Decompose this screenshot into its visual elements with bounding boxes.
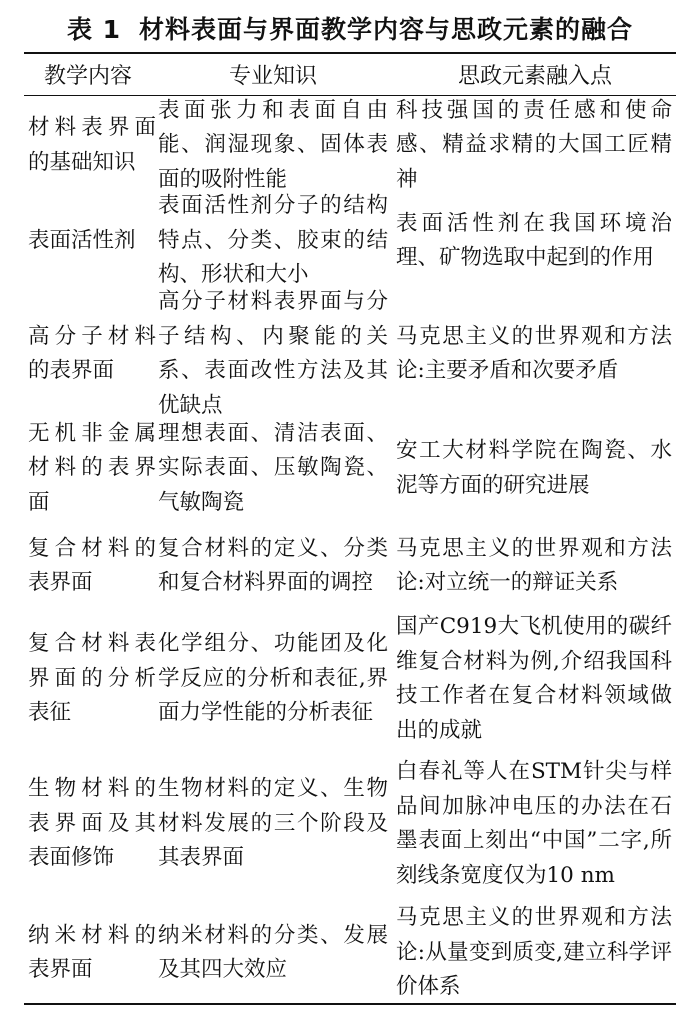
cell-content: 无机非金属材料的表界面 — [28, 420, 156, 515]
cell-ideology: 表面活性剂在我国环境治理、矿物选取中起到的作用 — [396, 210, 672, 270]
table-row — [24, 193, 676, 289]
table-row — [24, 419, 676, 518]
cell-knowledge: 理想表面、清洁表面、实际表面、压敏陶瓷、气敏陶瓷 — [158, 420, 388, 515]
cell-knowledge: 纳米材料的分类、发展及其四大效应 — [158, 922, 388, 982]
table-bottom-rule — [24, 1003, 676, 1005]
cell-knowledge: 高分子材料表界面与分子结构、内聚能的关系、表面改性方法及其优缺点 — [158, 289, 388, 418]
cell-ideology: 科技强国的责任感和使命感、精益求精的大国工匠精神 — [396, 97, 672, 192]
cell-knowledge: 表面活性剂分子的结构特点、分类、胶束的结构、形状和大小 — [158, 193, 388, 288]
header-teaching-content: 教学内容 — [43, 64, 132, 89]
cell-ideology: 白春礼等人在STM针尖与样品间加脉冲电压的办法在石墨表面上刻出“中国”二字,所刻线条宽度仅为10 nm — [396, 759, 672, 888]
table-number: 表 1 — [66, 15, 122, 44]
table-caption — [0, 10, 700, 46]
table-row — [24, 98, 676, 193]
cell-ideology: 马克思主义的世界观和方法论:对立统一的辩证关系 — [396, 535, 672, 595]
cell-ideology: 安工大材料学院在陶瓷、水泥等方面的研究进展 — [396, 438, 672, 498]
cell-content: 材料表界面的基础知识 — [28, 115, 156, 175]
cell-knowledge: 表面张力和表面自由能、润湿现象、固体表面的吸附性能 — [158, 97, 388, 192]
cell-knowledge: 复合材料的定义、分类和复合材料界面的调控 — [158, 535, 388, 595]
cell-content: 复合材料的表界面 — [28, 535, 156, 595]
cell-content: 表面活性剂 — [28, 227, 136, 253]
table-row — [24, 614, 676, 744]
cell-knowledge: 化学组分、功能团及化学反应的分析和表征,界面力学性能的分析表征 — [158, 631, 388, 726]
table-row — [24, 289, 676, 419]
cell-ideology: 马克思主义的世界观和方法论:从量变到质变,建立科学评价体系 — [396, 905, 672, 1000]
header-ideological-points: 思政元素融入点 — [457, 64, 612, 89]
cell-content: 纳米材料的表界面 — [28, 922, 156, 982]
cell-ideology: 马克思主义的世界观和方法论:主要矛盾和次要矛盾 — [396, 323, 672, 383]
table-top-rule — [24, 52, 676, 54]
cell-content: 生物材料的表界面及其表面修饰 — [28, 776, 156, 871]
table-row — [24, 904, 676, 1002]
cell-content: 复合材料表界面的分析表征 — [28, 631, 156, 726]
table-title: 材料表面与界面教学内容与思政元素的融合 — [139, 15, 634, 44]
cell-ideology: 国产C919大飞机使用的碳纤维复合材料为例,介绍我国科技工作者在复合材料领域做出的成就 — [396, 614, 672, 743]
header-professional-knowledge: 专业知识 — [228, 64, 317, 89]
cell-content: 高分子材料的表界面 — [28, 323, 156, 383]
table-row — [24, 518, 676, 614]
table-row — [24, 744, 676, 904]
cell-knowledge: 生物材料的定义、生物材料发展的三个阶段及其表界面 — [158, 776, 388, 871]
